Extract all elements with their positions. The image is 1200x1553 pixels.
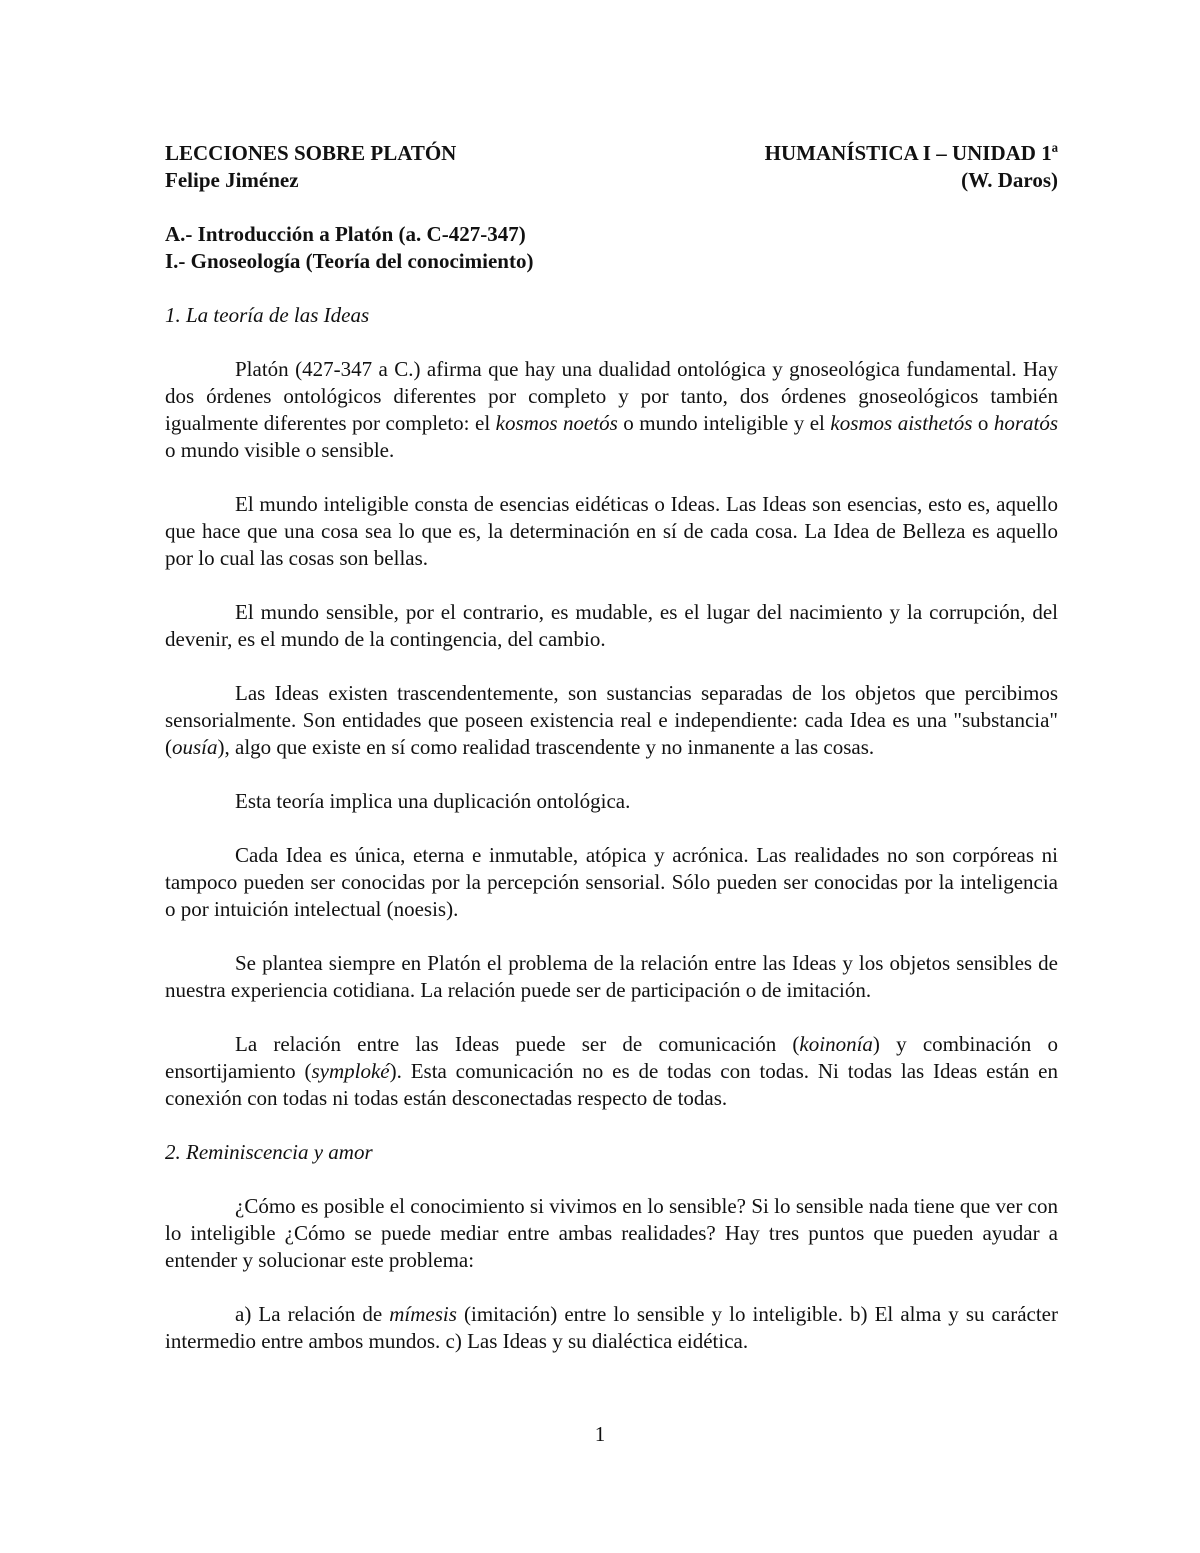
section-2-title: 2. Reminiscencia y amor	[165, 1140, 373, 1164]
paragraph-3: El mundo sensible, por el contrario, es mudable, es el lugar del nacimiento y la corrupción, del devenir, es el mundo de la contingencia, del cambio.	[165, 600, 1058, 651]
source-author: (W. Daros)	[961, 168, 1058, 192]
heading-part-a: A.- Introducción a Platón (a. C-427-347)	[165, 222, 526, 246]
header-row-2	[165, 167, 1058, 194]
paragraph-8: La relación entre las Ideas puede ser de comunicación (koinonía) y combinación o ensortijamiento (symploké). Esta comunicación no es de todas con todas. Ni todas las Ideas están en conexión con todas ni todas están desconectadas respecto de todas.	[165, 1032, 1058, 1110]
paragraph-5: Esta teoría implica una duplicación ontológica.	[235, 789, 631, 813]
course-unit: HUMANÍSTICA I – UNIDAD 1ª	[764, 141, 1058, 165]
heading-part-i: I.- Gnoseología (Teoría del conocimiento)	[165, 249, 534, 273]
paragraph-10: a) La relación de mímesis (imitación) entre lo sensible y lo inteligible. b) El alma y su carácter intermedio entre ambos mundos. c) Las Ideas y su dialéctica eidética.	[165, 1302, 1058, 1353]
paragraph-2: El mundo inteligible consta de esencias eidéticas o Ideas. Las Ideas son esencias, esto es, aquello que hace que una cosa sea lo que es, la determinación en sí de cada cosa. La Idea de Belleza es aquello por lo cual las cosas son bellas.	[165, 492, 1058, 570]
page-number: 1	[594, 1422, 606, 1446]
paragraph-1: Platón (427-347 a C.) afirma que hay una dualidad ontológica y gnoseológica fundamental. Hay dos órdenes ontológicos diferentes por completo y por tanto, dos órdenes gnoseológicos también igualmente diferentes por completo: el kosmos noetós o mundo inteligible y el kosmos aisthetós o horatós o mundo visible o sensible.	[165, 357, 1059, 462]
paragraph-9: ¿Cómo es posible el conocimiento si vivimos en lo sensible? Si lo sensible nada tiene que ver con lo inteligible ¿Cómo se puede mediar entre ambas realidades? Hay tres puntos que pueden ayudar a entender y solucionar este problema:	[165, 1194, 1058, 1272]
document-title: LECCIONES SOBRE PLATÓN	[165, 141, 457, 165]
paragraph-4: Las Ideas existen trascendentemente, son sustancias separadas de los objetos que percibimos sensorialmente. Son entidades que poseen existencia real e independiente: cada Idea es una "substancia" (ousía), algo que existe en sí como realidad trascendente y no inmanente a las cosas.	[165, 681, 1058, 759]
document-page	[165, 140, 1058, 1355]
header-row-1	[165, 140, 1058, 167]
author-name: Felipe Jiménez	[165, 168, 299, 192]
section-1-title: 1. La teoría de las Ideas	[165, 303, 370, 327]
paragraph-6: Cada Idea es única, eterna e inmutable, atópica y acrónica. Las realidades no son corpóreas ni tampoco pueden ser conocidas por la percepción sensorial. Sólo pueden ser conocidas por la inteligencia o por intuición intelectual (noesis).	[165, 843, 1058, 921]
paragraph-7: Se plantea siempre en Platón el problema de la relación entre las Ideas y los objetos sensibles de nuestra experiencia cotidiana. La relación puede ser de participación o de imitación.	[165, 951, 1058, 1002]
